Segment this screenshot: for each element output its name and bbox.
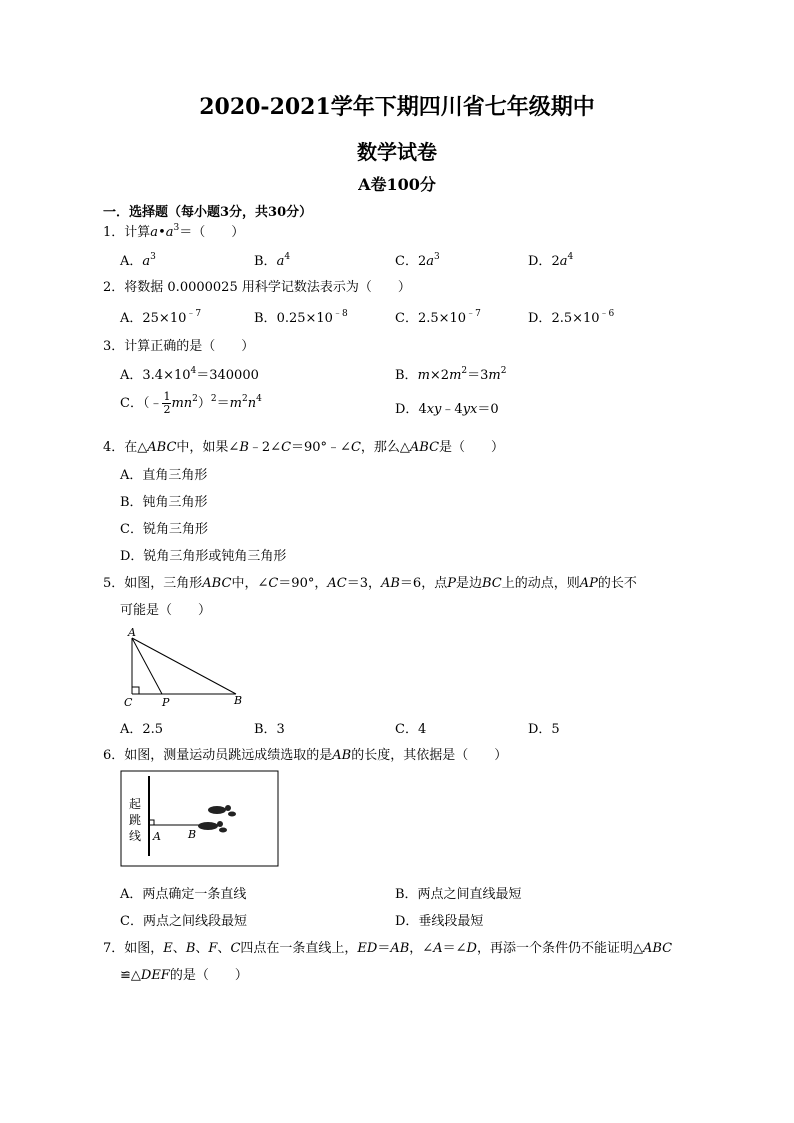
q6-long-jump-figure	[120, 770, 280, 868]
label-c: C	[124, 696, 133, 709]
question-6: 6．如图，测量运动员跳远成绩选取的是AB的长度，其依据是（ ）	[103, 748, 508, 763]
q1-option-d[interactable]: D．$2a^4$	[528, 252, 574, 269]
q5-option-a[interactable]: A．2.5	[120, 722, 164, 737]
label-a: A	[128, 626, 136, 639]
question-1: 1．计算$a•a^3=$（ ）	[103, 223, 245, 240]
figure-frame	[121, 771, 278, 866]
question-5: 5．如图，三角形ABC中，∠C＝90°，AC＝3，AB＝6，点P是边BC上的动点，则AP的长不	[103, 576, 637, 591]
line-label-1: 起	[129, 797, 142, 811]
q6-option-d[interactable]: D．垂线段最短	[395, 914, 484, 929]
label-a: A	[153, 830, 161, 843]
q3-option-b[interactable]: B．$m\times 2m^2=3m^2$	[395, 366, 507, 383]
q1-option-a[interactable]: A．$a^3$	[120, 252, 156, 269]
question-7-line-2: ≌△DEF的是（ ）	[120, 968, 248, 983]
section-score: A卷100分	[358, 175, 436, 194]
q5-option-c[interactable]: C．4	[395, 722, 427, 737]
page-title: 2020-2021学年下期四川省七年级期中	[199, 94, 595, 120]
right-angle-mark	[132, 687, 139, 694]
question-5-line-2: 可能是（ ）	[120, 603, 212, 618]
q5-option-b[interactable]: B．3	[254, 722, 285, 737]
q3-option-d[interactable]: D．4xy﹣4yx＝0	[395, 402, 499, 417]
q6-option-b[interactable]: B．两点之间直线最短	[395, 887, 522, 902]
q6-option-c[interactable]: C．两点之间线段最短	[120, 914, 247, 929]
question-3: 3．计算正确的是（ ）	[103, 339, 255, 354]
q4-option-a[interactable]: A．直角三角形	[120, 468, 208, 483]
q2-option-c[interactable]: C．$2.5\times 10^{﹣7}$	[395, 309, 481, 326]
q2-option-d[interactable]: D．$2.5\times 10^{﹣6}$	[528, 309, 615, 326]
q4-option-c[interactable]: C．锐角三角形	[120, 522, 208, 537]
label-b: B	[234, 694, 243, 707]
label-p: P	[162, 696, 170, 709]
line-label-3: 线	[129, 829, 142, 843]
q3-option-c[interactable]: C．（﹣ $\frac{1}{2}$ $mn^2)^2=m^2n^4$	[120, 390, 262, 416]
side-ab	[132, 638, 236, 694]
q5-triangle-figure	[118, 624, 258, 712]
section-heading: 一．选择题（每小题3分，共30分）	[103, 205, 313, 220]
q1-option-c[interactable]: C．$2a^3$	[395, 252, 440, 269]
q2-option-a[interactable]: A．$25\times 10^{﹣7}$	[120, 309, 202, 326]
q6-option-a[interactable]: A．两点确定一条直线	[120, 887, 247, 902]
q2-option-b[interactable]: B．$0.25\times 10^{﹣8}$	[254, 309, 348, 326]
q4-option-b[interactable]: B．钝角三角形	[120, 495, 208, 510]
fraction-half: $\frac{1}{2}$	[163, 390, 171, 416]
q1-option-b[interactable]: B．$a^4$	[254, 252, 291, 269]
q4-option-d[interactable]: D．锐角三角形或钝角三角形	[120, 549, 287, 564]
q5-option-d[interactable]: D．5	[528, 722, 560, 737]
q3-option-a[interactable]: A．$3.4\times 10^4=340000$	[120, 366, 259, 383]
label-b: B	[188, 828, 197, 841]
question-4: 4．在△ABC中，如果∠B﹣2∠C＝90°﹣∠C，那么△ABC是（ ）	[103, 440, 505, 455]
page-subtitle: 数学试卷	[357, 140, 437, 164]
question-7: 7．如图，E、B、F、C四点在一条直线上，ED＝AB，∠A＝∠D，再添一个条件仍不能证明△ABC	[103, 941, 673, 956]
question-2: 2．将数据 0.0000025 用科学记数法表示为（ ）	[103, 280, 411, 295]
line-label-2: 跳	[129, 813, 142, 827]
